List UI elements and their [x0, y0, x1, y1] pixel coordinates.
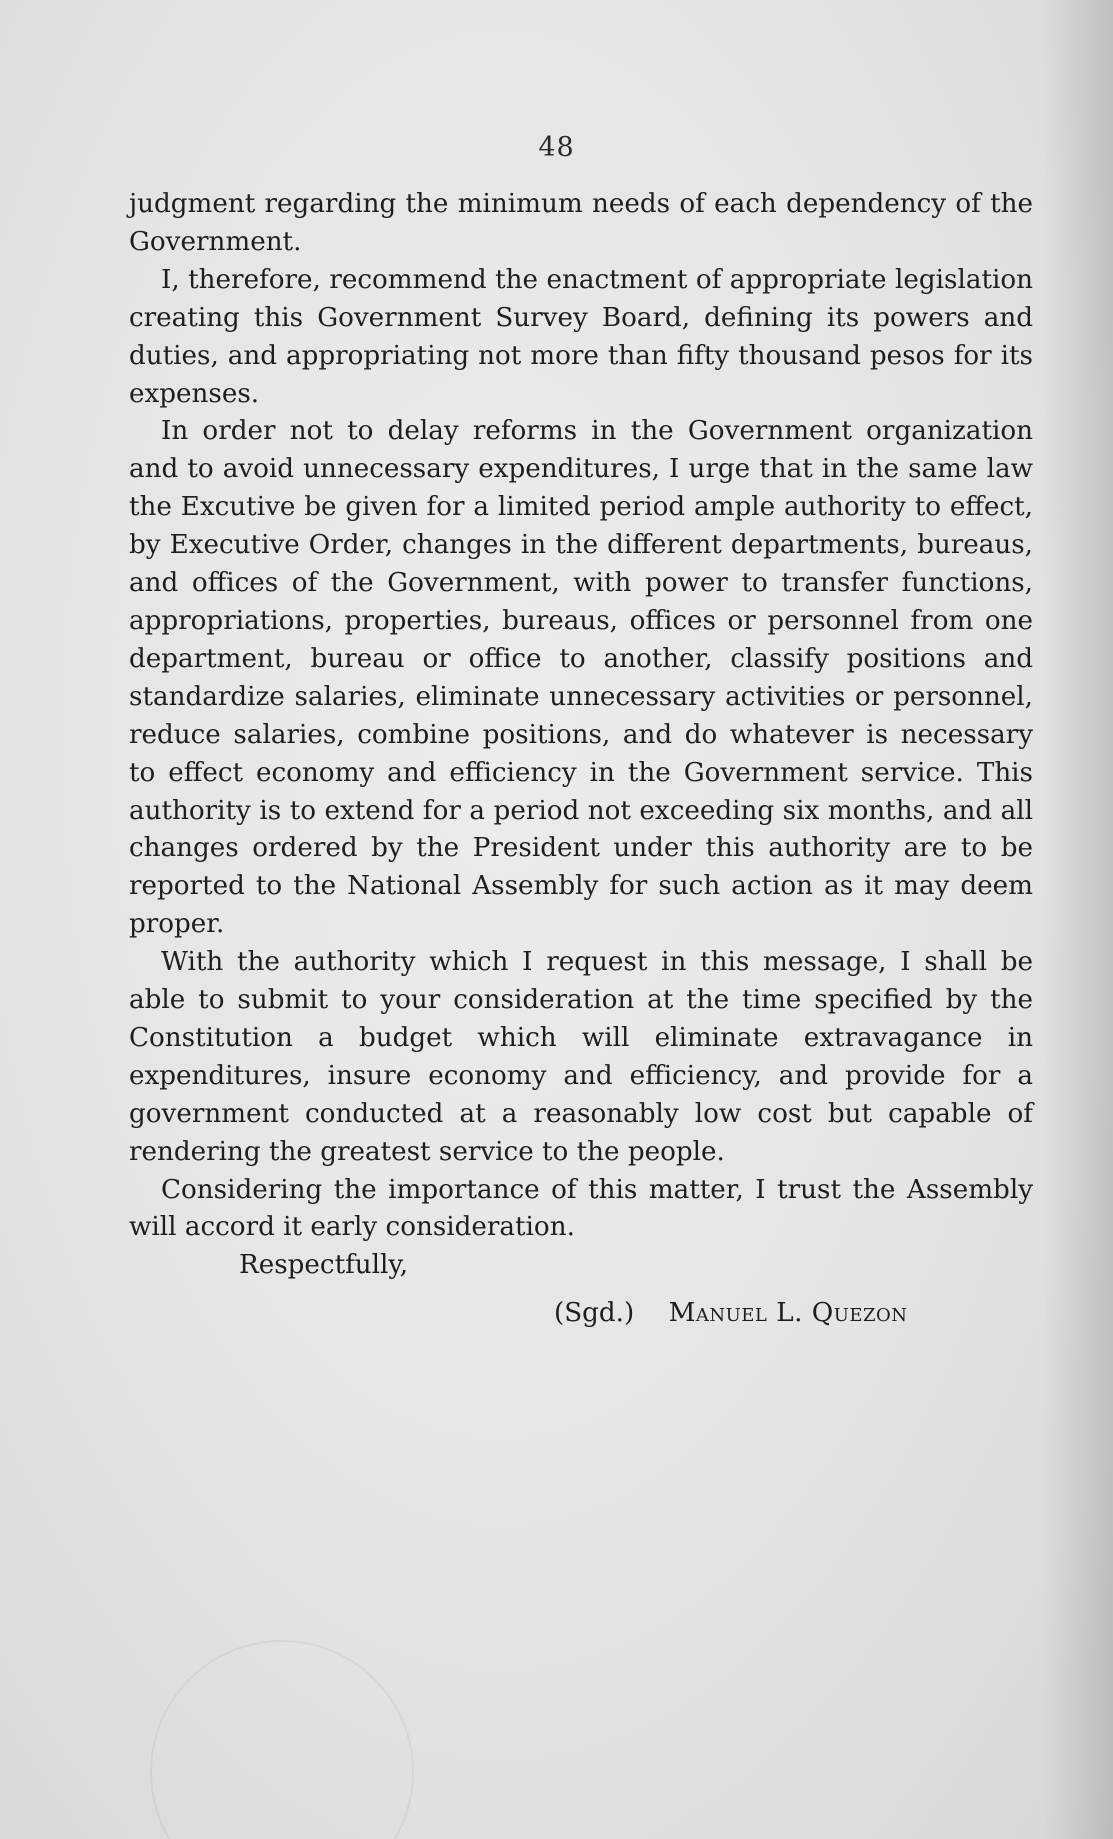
signature-line [129, 1295, 1033, 1333]
bleed-through-mark [150, 1640, 414, 1839]
page-number: 48 [538, 132, 575, 163]
paragraph-continuation: judgment regarding the minimum needs of each dependency of the Government. [129, 189, 1033, 257]
paragraph-budget: With the authority which I request in this message, I shall be able to submit to your consideration at the time specified by the Constitution a budget which will eliminate extravagance in expenditures, insure economy and efficiency, and provide for a government conducted at a reasonably low cost but capable of rendering the greatest service to the people. [129, 947, 1033, 1167]
paragraph-executive-authority: In order not to delay reforms in the Government organization and to avoid unnecessary expenditures, I urge that in the same law the Excutive be given for a limited period ample authority to effect, by Executive Order, changes in the different departments, bureaus, and offices of the Government, with power to transfer functions, appropriations, properties, bureaus, offices or personnel from one department, bureau or office to another, classify positions and standardize salaries, eliminate unnecessary activities or personnel, reduce salaries, combine positions, and do whatever is necessary to effect economy and efficiency in the Government service. This authority is to extend for a period not exceeding six months, and all changes ordered by the President under this authority are to be reported to the National Assembly for such action as it may deem proper. [129, 416, 1033, 940]
signatory-name: Manuel L. Quezon [668, 1298, 908, 1329]
document-body [129, 186, 1033, 1333]
paragraph-recommendation: I, therefore, recommend the enactment of appropriate legislation creating this Government Survey Board, defining its powers and duties, and appropriating not more than fifty thousand pesos for its expenses. [129, 264, 1033, 409]
paragraph-conclusion: Considering the importance of this matter, I trust the Assembly will accord it early consideration. [129, 1174, 1033, 1243]
signed-marker: (Sgd.) [554, 1298, 635, 1329]
closing-salutation: Respectfully, [239, 1250, 409, 1281]
